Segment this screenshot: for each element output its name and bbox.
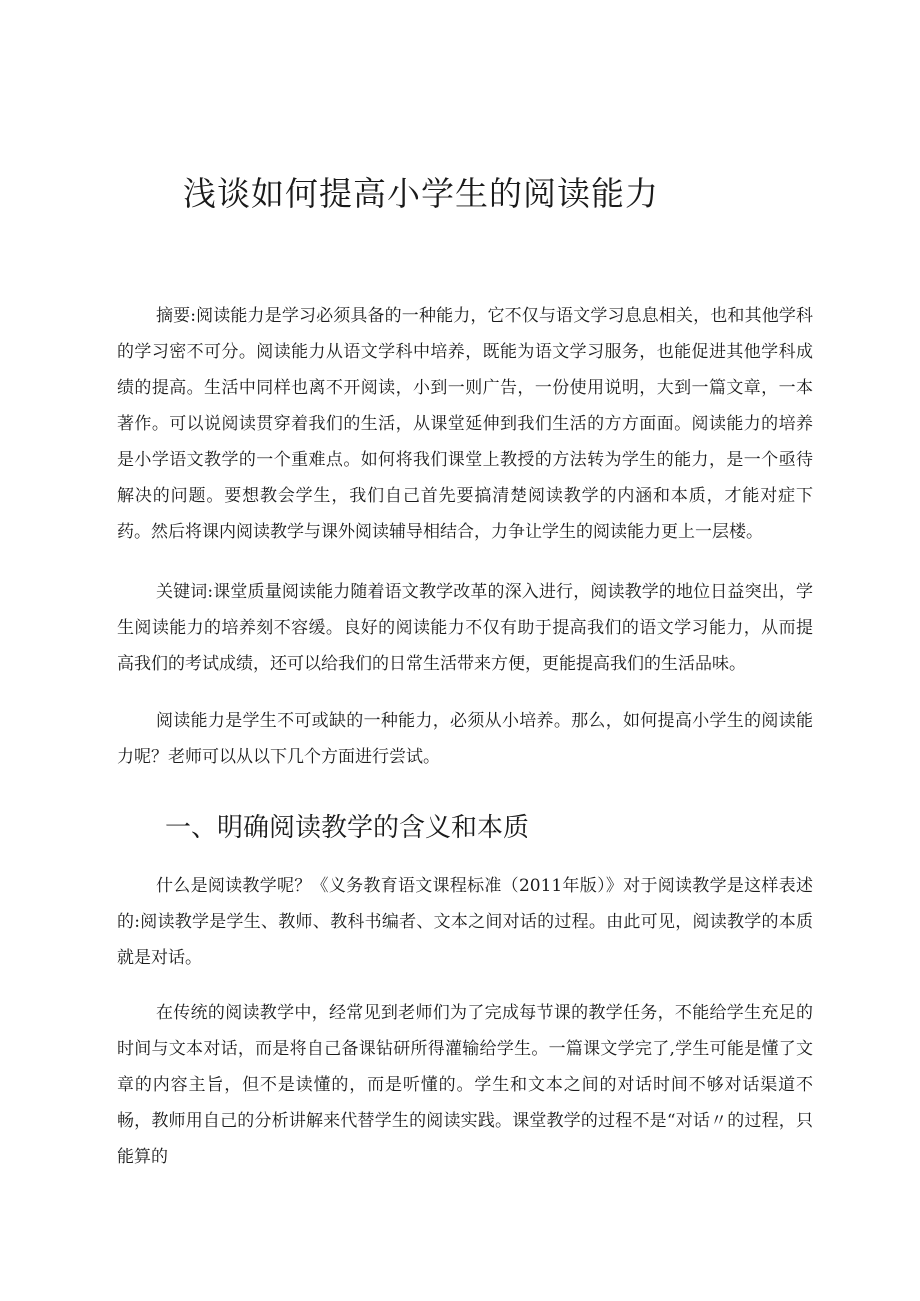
body-paragraph: 在传统的阅读教学中，经常见到老师们为了完成每节课的教学任务，不能给学生充足的时间与文本对话，而是将自己备课钻研所得灌输给学生。一篇课文学完了,学生可能是懂了文章的内容主旨，但不是读懂的，而是听懂的。学生和文本之间的对话时间不够对话渠道不畅，教师用自己的分析讲解来代替学生的阅读实践。课堂教学的过程不是“对话〃的过程，只能算的 bbox=[117, 1003, 813, 1167]
abstract-paragraph: 摘要:阅读能力是学习必须具备的一种能力，它不仅与语文学习息息相关，也和其他学科的学习密不可分。阅读能力从语文学科中培养，既能为语文学习服务，也能促进其他学科成绩的提高。生活中同样也离不开阅读，小到一则广告，一份使用说明，大到一篇文章，一本著作。可以说阅读贯穿着我们的生活，从课堂延伸到我们生活的方方面面。阅读能力的培养是小学语文教学的一个重难点。如何将我们课堂上教授的方法转为学生的能力，是一个亟待解决的问题。要想教会学生，我们自己首先要搞清楚阅读教学的内涵和本质，才能对症下药。然后将课内阅读教学与课外阅读辅导相结合，力争让学生的阅读能力更上一层楼。 bbox=[117, 306, 813, 542]
intro-paragraph: 阅读能力是学生不可或缺的一种能力，必须从小培养。那么，如何提高小学生的阅读能力呢？老师可以从以下几个方面进行尝试。 bbox=[117, 711, 813, 767]
keywords-paragraph: 关键词:课堂质量阅读能力随着语文教学改革的深入进行，阅读教学的地位日益突出，学生阅读能力的培养刻不容缓。良好的阅读能力不仅有助于提高我们的语文学习能力，从而提高我们的考试成绩，还可以给我们的日常生活带来方便，更能提高我们的生活品味。 bbox=[117, 582, 813, 674]
document-title: 浅谈如何提高小学生的阅读能力 bbox=[183, 174, 659, 213]
section-heading: 一、明确阅读教学的含义和本质 bbox=[165, 813, 530, 843]
body-paragraph: 什么是阅读教学呢？《义务教育语文课程标准（2011年版）》对于阅读教学是这样表述的:阅读教学是学生、教师、教科书编者、文本之间对话的过程。由此可见，阅读教学的本质就是对话。 bbox=[117, 876, 813, 968]
